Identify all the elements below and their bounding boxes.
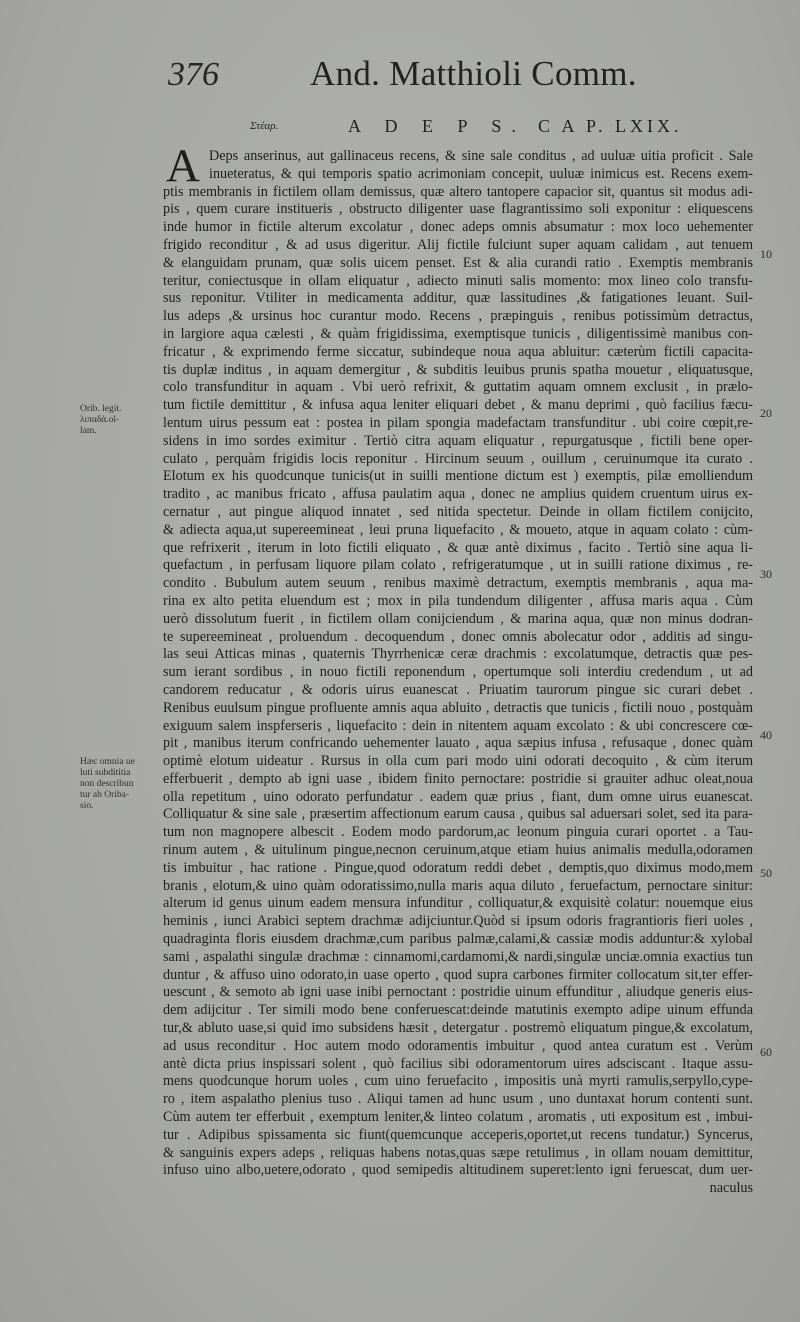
- text-line: naculus: [709, 1180, 753, 1197]
- line-number: 20: [760, 406, 772, 420]
- text-line: infuso uino albo,uetere,odorato , quod semipedis altitudinem superet:lento igni feruescat, dum uer-: [163, 1162, 753, 1179]
- text-line: colo transfunditur in aquam . Vbi uerò refrixit, & guttatim aquam omnem exclusit , in prælo-: [163, 379, 753, 396]
- text-line: tur . Adipibus spissamenta sic fiunt(quemcunque acceperis,oportet,ut recens tundatur.) Syncerus,: [163, 1126, 753, 1143]
- text-line: duntur , & affuso uino odorato,in uase operto , quod supra carbones firmiter collocatum sit,ter effer-: [163, 966, 753, 983]
- text-line: tis duplæ inditus , in aquam demergitur , & subditis leuibus prunis spatha mouetur , eliquatusque,: [163, 361, 753, 378]
- chapter-title: A D E P S.: [348, 116, 526, 136]
- text-line: quadraginta floris eiusdem drachmæ,cum paribus palmæ,calami,& cassiæ modis adduntur:& xylobal: [163, 931, 753, 948]
- text-line: sidens in imo sordes eximitur . Tertiò citra aquam eliquatur , repurgatusque , fictili bene oper-: [163, 432, 753, 449]
- text-line: te supereemineat , proluendum . decoquendum , donec omnis abolecatur odor , additis ad singu-: [163, 628, 753, 645]
- text-line: dem adijcitur . Ter simili modo bene conferuescat:deinde matutinis exempto adipe uinum effunda: [163, 1002, 753, 1019]
- text-line: inueteratus, & qui temporis spatio acrimoniam concepit, uuluæ inimicus est. Recens exem-: [209, 165, 753, 182]
- margin-note-line: non describun: [80, 779, 134, 789]
- text-line: tum non magnopere albescit . Eodem modo pardorum,ac leonum pinguia curari oportet . a Tau-: [163, 824, 753, 841]
- text-line: rinum autem , & uitulinum pingue,necnon ceruinum,atque etiam huius animalis medulla,odoramen: [163, 842, 753, 859]
- running-head: And. Matthioli Comm.: [310, 54, 637, 93]
- margin-note-subdititia: [80, 757, 156, 812]
- text-line: ro , item aspalatho plenius tuso . Aliqui tamen ad hunc usum , uno duntaxat horum contenti sunt.: [163, 1091, 753, 1108]
- text-line: quefactum , in perfusam liquore pilam colato , refrigeratumque , ut in suilli ratione diximus , re-: [163, 557, 753, 574]
- text-line: frigido reconditur , & ad usus digeritur. Alij fictile fulciunt super aquam calidam , aut tenuem: [163, 236, 753, 253]
- text-line: alterum id genus uinum eadem mensura infunditur , colliquatur,& exquisitè colatur: nouemque eius: [163, 895, 753, 912]
- page-header: [0, 52, 800, 102]
- chapter-number: C A P. LXIX.: [538, 116, 683, 136]
- text-line: las seui Atticas minas , quaternis Thyrrhenicæ ceræ drachmis : excolatumque, detractis quæ pes-: [163, 646, 753, 663]
- text-line: ptis membranis in fictilem ollam demissus, quæ altero tantopere capacior sit, quantus sit modus adi-: [163, 183, 753, 200]
- page-number: 376: [168, 56, 219, 93]
- text-line: in largiore aqua cælesti , & quàm frigidissima, exemptisque tunicis , diligentissimè manibus con-: [163, 325, 753, 342]
- text-line: optimè elotum uideatur . Rursus in olla cum pari modo uini odorati decoquito , & cùm iterum: [163, 753, 753, 770]
- text-line: mens quodcunque horum uoles , cum uino feruefacito , impositis unà myrti ramulis,serpyllo,cype-: [163, 1073, 753, 1090]
- text-line: antè dicta prius inspissari solent , quò facilius sibi odoramentorum uires adsciscant . Itaque assu-: [163, 1055, 753, 1072]
- margin-note-line: sio.: [80, 801, 94, 811]
- text-line: fricatur , & exprimendo ferme siccatur, subindeque noua aqua abluitur: cæterùm fictili capacita-: [163, 343, 753, 360]
- text-line: tum fictile demittitur , & infusa aqua leniter eliquari debet , & manu deprimi , quò facilius fæcu-: [163, 397, 753, 414]
- text-line: olla repetitum , uino odorato perfundatur . eadem quæ prius , fiant, dum omne uirus euanescat.: [163, 788, 753, 805]
- margin-note-oribasius: [80, 404, 156, 437]
- line-number: 60: [760, 1045, 772, 1059]
- text-line: sum ierant sordibus , in nouo fictili reponendum , opertumque soli interdiu credendum , ut ad: [163, 664, 753, 681]
- text-line: pis , quem curare institueris , obstructo diligenter uase flagrantissimo soli exponitur : eliquescens: [163, 201, 753, 218]
- body-text: [163, 140, 753, 1198]
- text-line: sami , aspalathi singulæ drachmæ : cinnamomi,cardamomi,& nardi,singulæ unciæ.omnia exactius tun: [163, 948, 753, 965]
- text-line: exiguum salem inspferseris , liquefacito : dein in nitentem aquam excolato : & ubi concrescere cœ-: [163, 717, 753, 734]
- text-line: ad usus reconditur . Hoc autem modo odoramentis imbuitur , quod antea curatum est . Verùm: [163, 1037, 753, 1054]
- line-number: 30: [760, 567, 772, 581]
- text-line: tis imbuitur , hac ratione . Pingue,quod odoratum reddi debet , demptis,quo diximus modo,mem: [163, 859, 753, 876]
- text-line: branis , elotum,& uino quàm odoratissimo,nulla maris aqua diluto , feruefactum, pernoctare sinitur:: [163, 877, 753, 894]
- text-line: uerò dissolutum fuerit , in fictilem ollam conijciendum , & marina aqua, quæ non minus dodran-: [163, 610, 753, 627]
- text-line: pit , manibus iterum confricando uehementer lauato , aqua sæpius infusa , refusaque , donec quàm: [163, 735, 753, 752]
- text-line: culato , perquàm frigidis locis reponitur . Hircinum seuum , ouillum , ceruinumque ita curato .: [163, 450, 753, 467]
- text-line: sus reponitur. Vtiliter in medicamenta additur, quæ lassitudines ,& fatigationes leuant. Suil-: [163, 290, 753, 307]
- text-line: teritur, coniectusque in ollam eliquatur , adiecto minuti salis momento: mox lineo colo transfu-: [163, 272, 753, 289]
- margin-note-line: Orib. legit.: [80, 404, 122, 414]
- text-line: candorem reducatur , & odoris uirus euanescat . Priuatim taurorum pingue sic curari debet .: [163, 681, 753, 698]
- text-line: uescunt , & semoto ab igni uase inibi pernoctant : postridie uinum effunditur , aliudque generis eius-: [163, 984, 753, 1001]
- text-line: lus adeps ,& ursinus hoc curantur modo. Recens , præpinguis , renibus potissimùm detractus,: [163, 308, 753, 325]
- text-line: & elanguidam prunam, quæ solis uicem penset. Est & alia curandi ratio . Exemptis membranis: [163, 254, 753, 271]
- text-line: efferbuerit , dempto ab igni uase , ibidem finito pernoctare: postridie si grauiter adhuc oleat,noua: [163, 770, 753, 787]
- text-line: & sanguinis expers adeps , reliquas habens notas,quas sæpe retulimus , in ollam nouam demittitur,: [163, 1144, 753, 1161]
- text-line: rina ex alto petita eluendum est ; mox in pila tundendum diligenter , affusa maris aqua . Cùm: [163, 592, 753, 609]
- text-line: Renibus euulsum pingue profluente amnis aqua abluito , detractis que tunicis , fictili nouo , postquàm: [163, 699, 753, 716]
- text-line: Colliquatur & sine sale , præsertim affectionum earum causa , quibus sal aduersari solet, sed ita para-: [163, 806, 753, 823]
- margin-note-line: λιπαδὰ.ol-: [80, 415, 120, 425]
- text-line: cernatur , aut pingue aliquod innatet , sed nitida spectetur. Deinde in ollam fictilem conijcito,: [163, 503, 753, 520]
- margin-note-line: tur ab Oriba-: [80, 790, 130, 800]
- text-line: que refrixerit , iterum in loto fictili eliquato , & quæ antè diximus , facito . Tertiò sine aqua li-: [163, 539, 753, 556]
- margin-note-line: lam.: [80, 426, 97, 436]
- text-line: Elotum ex his quodcunque tunicis(ut in suilli mentione dictum est ) exemptis, pilæ emolliendum: [163, 468, 753, 485]
- text-line: Cùm autem ter efferbuit , exemptum leniter,& linteo colatum , aromatis , uti expositum est , imbui-: [163, 1109, 753, 1126]
- text-line: Deps anserinus, aut gallinaceus recens, & sine sale conditus , ad uuluæ uitia proficit . Sale: [209, 148, 753, 164]
- text-line: inde humor in fictile alterum excolatur , donec adeps omnis absumatur : mox loco uehementer: [163, 219, 753, 236]
- text-line: tur,& abluto uase,si quid imo subsidens hæsit , detergatur . postremò eliquatum pingue,& excolatum,: [163, 1020, 753, 1037]
- chapter-heading: [0, 116, 800, 138]
- line-number: 10: [760, 247, 772, 261]
- line-number: 40: [760, 728, 772, 742]
- drop-cap: A: [166, 140, 200, 192]
- text-line: tradito , ac manibus fricato , affusa paulatim aqua , donec ne amplius quidem cruentum uirus ex-: [163, 486, 753, 503]
- margin-note-line: luti subdititia: [80, 768, 131, 778]
- text-line: lentum uirus pessum eat : postea in pilam spongia madefactam transfunditur . ubi coire cœpit,re-: [163, 414, 753, 431]
- text-line: heminis , iunci Arabici septem drachmæ adijciuntur.Quòd si ipsum odoris fragrantioris fieri uoles ,: [163, 913, 753, 930]
- text-line: condito . Bubulum autem seuum , renibus maximè detractum, exemptis membranis , aqua ma-: [163, 575, 753, 592]
- text-line: & adiecta aqua,ut supereemineat , leui pruna liquefacito , & moueto, atque in aquam colato : cùm-: [163, 521, 753, 538]
- margin-note-line: Hæc omnia ue: [80, 757, 135, 767]
- greek-title: Στέαρ.: [250, 120, 279, 132]
- line-number: 50: [760, 866, 772, 880]
